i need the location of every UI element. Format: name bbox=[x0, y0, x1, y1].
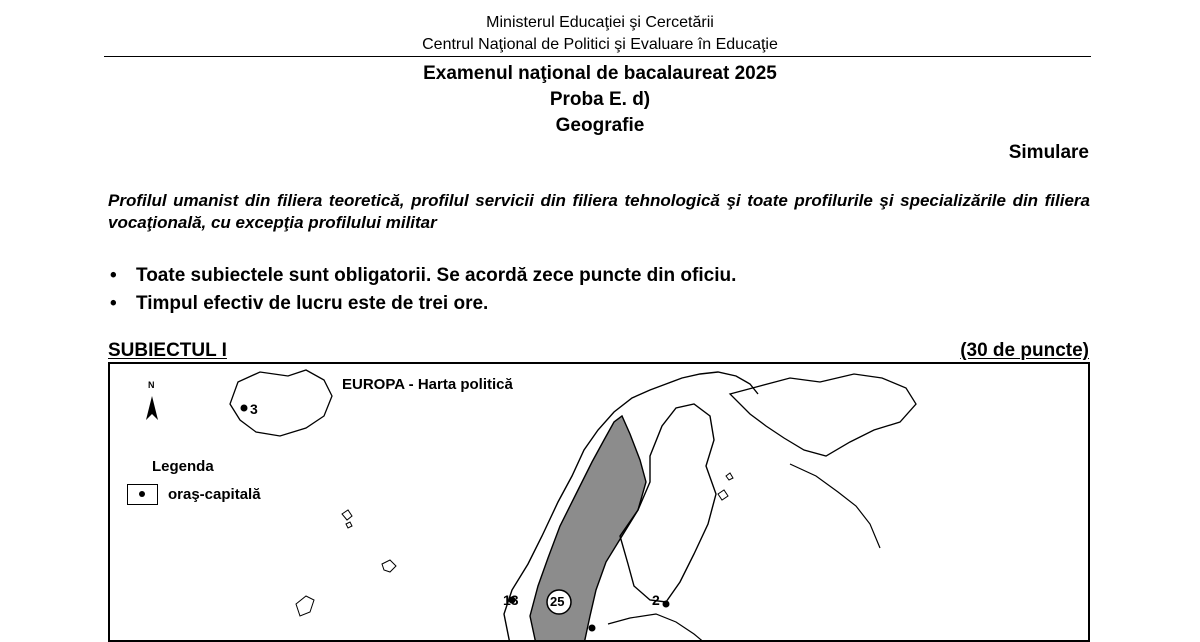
map-label-norway: 13 bbox=[503, 592, 519, 608]
instruction-item: • Timpul efectiv de lucru este de trei ore. bbox=[108, 290, 736, 318]
exam-subject: Geografie bbox=[555, 115, 645, 136]
island-outline bbox=[382, 560, 396, 572]
sweden-area bbox=[530, 416, 646, 642]
center-name: Centrul Naţional de Politici şi Evaluare în Educaţie bbox=[422, 36, 778, 53]
iceland-outline bbox=[230, 370, 332, 436]
legend-title: Legenda bbox=[152, 458, 214, 475]
baltic-coast bbox=[608, 614, 706, 642]
map-label-iceland: 3 bbox=[250, 401, 258, 417]
capital-dot bbox=[589, 625, 596, 632]
section-title: SUBIECTUL I bbox=[108, 340, 227, 361]
legend-capital-label: oraş-capitală bbox=[168, 486, 261, 503]
ministry-name: Ministerul Educaţiei şi Cercetării bbox=[486, 14, 714, 31]
section-points: (30 de puncte) bbox=[960, 340, 1089, 361]
bullet-icon: • bbox=[110, 293, 117, 314]
north-arrow-icon bbox=[146, 396, 158, 420]
legend-capital-symbol bbox=[127, 484, 158, 505]
map-title: EUROPA - Harta politică bbox=[342, 376, 513, 393]
exam-proba: Proba E. d) bbox=[549, 89, 651, 110]
header-divider bbox=[104, 56, 1091, 57]
exam-session: Simulare bbox=[1008, 142, 1089, 163]
island-outline bbox=[718, 473, 733, 500]
map-label-sweden: 25 bbox=[550, 594, 565, 609]
island-outline bbox=[296, 596, 314, 616]
bullet-icon: • bbox=[110, 265, 117, 286]
profile-description: Profilul umanist din filiera teoretică, profilul servicii din filiera tehnologică şi toate profilurile şi specializările din filiera vocaţională, cu excepţia profilului militar bbox=[108, 191, 1090, 232]
white-sea-coast bbox=[790, 464, 880, 548]
instruction-item: • Toate subiectele sunt obligatorii. Se acordă zece puncte din oficiu. bbox=[108, 262, 736, 290]
capital-dot bbox=[663, 601, 670, 608]
map-label-finland: 2 bbox=[652, 592, 660, 608]
europe-political-map bbox=[108, 362, 1090, 642]
exam-title: Examenul naţional de bacalaureat 2025 bbox=[423, 63, 777, 84]
capital-dot bbox=[241, 405, 248, 412]
russia-outline bbox=[730, 374, 916, 456]
north-label: N bbox=[148, 380, 155, 390]
island-outline bbox=[342, 510, 352, 528]
instructions-list bbox=[108, 262, 736, 318]
